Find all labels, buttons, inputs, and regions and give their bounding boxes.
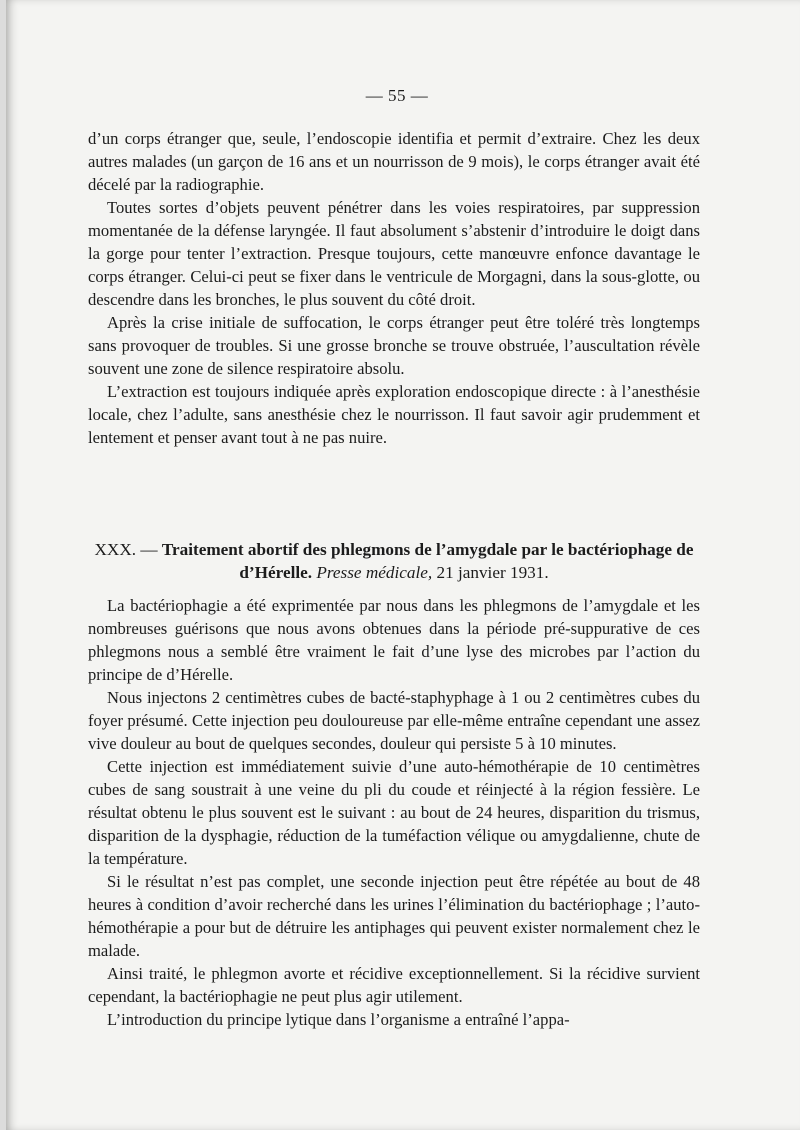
- paragraph: L’extraction est toujours indiquée après exploration endoscopique directe : à l’anesthésie locale, chez l’adulte, sans anesthésie chez le nourrisson. Il faut savoir agir prudemment et lentement et penser avant tout à ne pas nuire.: [88, 382, 700, 447]
- paragraph: Après la crise initiale de suffocation, le corps étranger peut être toléré très longtemps sans provoquer de troubles. Si une grosse bronche se trouve obstruée, l’auscultation révèle souvent une zone de silence respiratoire absolu.: [88, 313, 700, 378]
- paragraph: Ainsi traité, le phlegmon avorte et récidive exceptionnellement. Si la récidive survient cependant, la bactériophagie ne peut plus agir utilement.: [88, 964, 700, 1006]
- section-title: Traitement abortif des phlegmons de l’amygdale par le bactériophage de d’Hérelle.: [161, 540, 694, 582]
- section-heading: [88, 538, 700, 584]
- section-number: XXX. —: [94, 540, 162, 559]
- paragraph: Si le résultat n’est pas complet, une seconde injection peut être répétée au bout de 48 heures à condition d’avoir recherché dans les urines l’élimination du bactériophage ; l’auto-hémothérapie a pour but de détruire les antiphages qui peuvent exister normalement chez le malade.: [88, 872, 700, 960]
- paragraph: Nous injectons 2 centimètres cubes de bacté-staphyphage à 1 ou 2 centimètres cubes du foyer présumé. Cette injection peu douloureuse par elle-même entraîne cependant une assez vive douleur au bout de quelques secondes, douleur qui persiste 5 à 10 minutes.: [88, 688, 700, 753]
- page-number: — 55 —: [365, 86, 429, 105]
- publication-date: 21 janvier 1931.: [432, 563, 549, 582]
- paragraph: L’introduction du principe lytique dans l’organisme a entraîné l’appa-: [107, 1010, 570, 1029]
- paragraph: d’un corps étranger que, seule, l’endoscopie identifia et permit d’extraire. Chez les deux autres malades (un garçon de 16 ans et un nourrisson de 9 mois), le corps étranger avait été décelé par la radiographie.: [88, 129, 700, 194]
- body-text-section-1: [88, 127, 700, 449]
- body-text-section-2: [88, 594, 700, 1031]
- journal-name: Presse médicale,: [316, 563, 433, 582]
- paragraph: Toutes sortes d’objets peuvent pénétrer dans les voies respiratoires, par suppression momentanée de la défense laryngée. Il faut absolument s’abstenir d’introduire le doigt dans la gorge pour tenter l’extraction. Presque toujours, cette manœuvre enfonce davantage le corps étranger. Celui-ci peut se fixer dans le ventricule de Morgagni, dans la sous-glotte, ou descendre dans les bronches, le plus souvent du côté droit.: [88, 198, 700, 309]
- paragraph: La bactériophagie a été exprimentée par nous dans les phlegmons de l’amygdale et les nombreuses guérisons que nous avons obtenues dans la période pré-suppurative de ces phlegmons nous a semblé être vraiment le fait d’une lyse des microbes par l’action du principe de d’Hérelle.: [88, 596, 700, 684]
- paragraph: Cette injection est immédiatement suivie d’une auto-hémothérapie de 10 centimètres cubes de sang soustrait à une veine du pli du coude et réinjecté à la région fessière. Le résultat obtenu le plus souvent est le suivant : au bout de 24 heures, disparition du trismus, disparition de la dysphagie, réduction de la tuméfaction vélique ou amygdalienne, chute de la température.: [88, 757, 700, 868]
- document-page: [6, 0, 800, 1130]
